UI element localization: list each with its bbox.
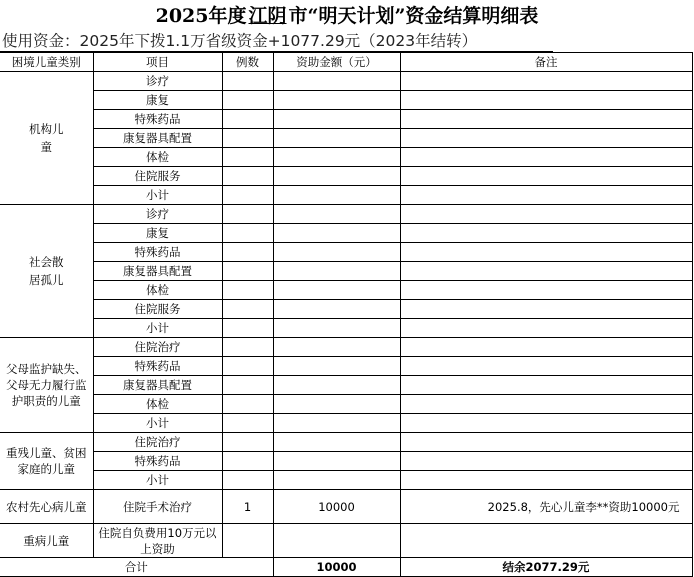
item-cell: 住院治疗 bbox=[93, 433, 222, 452]
amount-cell bbox=[273, 224, 400, 243]
item-cell: 特殊药品 bbox=[93, 243, 222, 262]
table-row bbox=[0, 452, 692, 471]
note-cell bbox=[400, 471, 692, 490]
cases-cell bbox=[222, 395, 273, 414]
cases-cell bbox=[222, 186, 273, 205]
table-row bbox=[0, 243, 692, 262]
funding-source: 使用资金：2025年下拨1.1万省级资金+1077.29元（2023年结转） bbox=[2, 32, 478, 50]
amount-cell bbox=[273, 376, 400, 395]
table-row bbox=[0, 414, 692, 433]
note-cell bbox=[400, 110, 692, 129]
note-cell: 2025.8，先心儿童李**资助10000元 bbox=[400, 490, 692, 524]
amount-cell bbox=[273, 110, 400, 129]
title-year: 2025年度 bbox=[155, 5, 247, 27]
note-cell bbox=[400, 224, 692, 243]
item-cell: 小计 bbox=[93, 471, 222, 490]
table-row bbox=[0, 129, 692, 148]
table-row bbox=[0, 433, 692, 452]
note-cell bbox=[400, 186, 692, 205]
note-cell bbox=[400, 148, 692, 167]
amount-cell bbox=[273, 300, 400, 319]
category-cell: 农村先心病儿童 bbox=[0, 490, 93, 524]
item-cell: 小计 bbox=[93, 414, 222, 433]
total-amount: 10000 bbox=[273, 558, 400, 577]
item-cell: 康复器具配置 bbox=[93, 129, 222, 148]
table-row bbox=[0, 91, 692, 110]
header-note: 备注 bbox=[400, 53, 692, 72]
table-row bbox=[0, 338, 692, 357]
header-category: 困境儿童类别 bbox=[0, 53, 93, 72]
table-row bbox=[0, 262, 692, 281]
cases-cell bbox=[222, 91, 273, 110]
amount-cell bbox=[273, 167, 400, 186]
category-cell: 机构儿童 bbox=[0, 72, 93, 205]
cases-cell bbox=[222, 205, 273, 224]
item-cell: 住院自负费用10万元以上资助 bbox=[93, 524, 222, 558]
note-cell bbox=[400, 91, 692, 110]
amount-cell bbox=[273, 148, 400, 167]
note-cell bbox=[400, 167, 692, 186]
header-cases: 例数 bbox=[222, 53, 273, 72]
table-row bbox=[0, 148, 692, 167]
total-note: 结余2077.29元 bbox=[400, 558, 692, 577]
cases-cell bbox=[222, 452, 273, 471]
item-cell: 体检 bbox=[93, 395, 222, 414]
note-cell bbox=[400, 129, 692, 148]
cases-cell bbox=[222, 414, 273, 433]
table-row bbox=[0, 72, 692, 91]
amount-cell bbox=[273, 262, 400, 281]
table-row bbox=[0, 167, 692, 186]
amount-cell bbox=[273, 357, 400, 376]
category-cell: 重残儿童、贫困家庭的儿童 bbox=[0, 433, 93, 490]
cases-cell: 1 bbox=[222, 490, 273, 524]
note-cell bbox=[400, 300, 692, 319]
note-cell bbox=[400, 205, 692, 224]
amount-cell bbox=[273, 243, 400, 262]
item-cell: 小计 bbox=[93, 319, 222, 338]
note-cell bbox=[400, 376, 692, 395]
table-row bbox=[0, 357, 692, 376]
item-cell: 特殊药品 bbox=[93, 110, 222, 129]
table-row bbox=[0, 300, 692, 319]
amount-cell bbox=[273, 414, 400, 433]
amount-cell bbox=[273, 281, 400, 300]
amount-cell bbox=[273, 129, 400, 148]
cases-cell bbox=[222, 129, 273, 148]
item-cell: 特殊药品 bbox=[93, 452, 222, 471]
cases-cell bbox=[222, 72, 273, 91]
category-cell: 社会散居孤儿 bbox=[0, 205, 93, 338]
note-cell bbox=[400, 395, 692, 414]
cases-cell bbox=[222, 262, 273, 281]
item-cell: 诊疗 bbox=[93, 205, 222, 224]
cases-cell bbox=[222, 110, 273, 129]
amount-cell bbox=[273, 91, 400, 110]
header-row bbox=[0, 53, 692, 72]
category-cell: 父母监护缺失、父母无力履行监护职责的儿童 bbox=[0, 338, 93, 433]
table-row bbox=[0, 490, 692, 524]
amount-cell: 10000 bbox=[273, 490, 400, 524]
note-cell bbox=[400, 357, 692, 376]
amount-cell bbox=[273, 524, 400, 558]
table-row bbox=[0, 186, 692, 205]
amount-cell bbox=[273, 319, 400, 338]
cases-cell bbox=[222, 167, 273, 186]
item-cell: 小计 bbox=[93, 186, 222, 205]
cases-cell bbox=[222, 281, 273, 300]
table-row bbox=[0, 471, 692, 490]
item-cell: 诊疗 bbox=[93, 72, 222, 91]
title-suffix: 市“明天计划”资金结算明细表 bbox=[288, 5, 539, 27]
table-row bbox=[0, 205, 692, 224]
item-cell: 体检 bbox=[93, 148, 222, 167]
table-row bbox=[0, 524, 692, 558]
cases-cell bbox=[222, 300, 273, 319]
item-cell: 特殊药品 bbox=[93, 357, 222, 376]
table-row bbox=[0, 395, 692, 414]
note-cell bbox=[400, 524, 692, 558]
table-row bbox=[0, 281, 692, 300]
note-cell bbox=[400, 281, 692, 300]
settlement-table bbox=[0, 52, 693, 577]
amount-cell bbox=[273, 205, 400, 224]
note-cell bbox=[400, 433, 692, 452]
amount-cell bbox=[273, 395, 400, 414]
table-row bbox=[0, 319, 692, 338]
amount-cell bbox=[273, 186, 400, 205]
item-cell: 康复 bbox=[93, 224, 222, 243]
cases-cell bbox=[222, 243, 273, 262]
header-amount: 资助金额（元） bbox=[273, 53, 400, 72]
cases-cell bbox=[222, 376, 273, 395]
amount-cell bbox=[273, 433, 400, 452]
table-row bbox=[0, 224, 692, 243]
item-cell: 康复器具配置 bbox=[93, 262, 222, 281]
item-cell: 体检 bbox=[93, 281, 222, 300]
total-label: 合计 bbox=[0, 558, 273, 577]
cases-cell bbox=[222, 524, 273, 558]
note-cell bbox=[400, 72, 692, 91]
amount-cell bbox=[273, 471, 400, 490]
cases-cell bbox=[222, 224, 273, 243]
amount-cell bbox=[273, 452, 400, 471]
amount-cell bbox=[273, 72, 400, 91]
header-item: 项目 bbox=[93, 53, 222, 72]
note-cell bbox=[400, 338, 692, 357]
item-cell: 住院服务 bbox=[93, 167, 222, 186]
item-cell: 住院治疗 bbox=[93, 338, 222, 357]
note-cell bbox=[400, 319, 692, 338]
note-cell bbox=[400, 243, 692, 262]
title-city: 江阴 bbox=[248, 5, 287, 27]
item-cell: 住院服务 bbox=[93, 300, 222, 319]
cases-cell bbox=[222, 338, 273, 357]
note-cell bbox=[400, 262, 692, 281]
item-cell: 康复器具配置 bbox=[93, 376, 222, 395]
table-row bbox=[0, 110, 692, 129]
category-cell: 重病儿童 bbox=[0, 524, 93, 558]
cases-cell bbox=[222, 319, 273, 338]
cases-cell bbox=[222, 433, 273, 452]
cases-cell bbox=[222, 471, 273, 490]
item-cell: 住院手术治疗 bbox=[93, 490, 222, 524]
item-cell: 康复 bbox=[93, 91, 222, 110]
note-cell bbox=[400, 414, 692, 433]
table-row bbox=[0, 376, 692, 395]
cases-cell bbox=[222, 357, 273, 376]
cases-cell bbox=[222, 148, 273, 167]
total-row bbox=[0, 558, 692, 577]
page-title bbox=[0, 2, 694, 30]
amount-cell bbox=[273, 338, 400, 357]
note-cell bbox=[400, 452, 692, 471]
